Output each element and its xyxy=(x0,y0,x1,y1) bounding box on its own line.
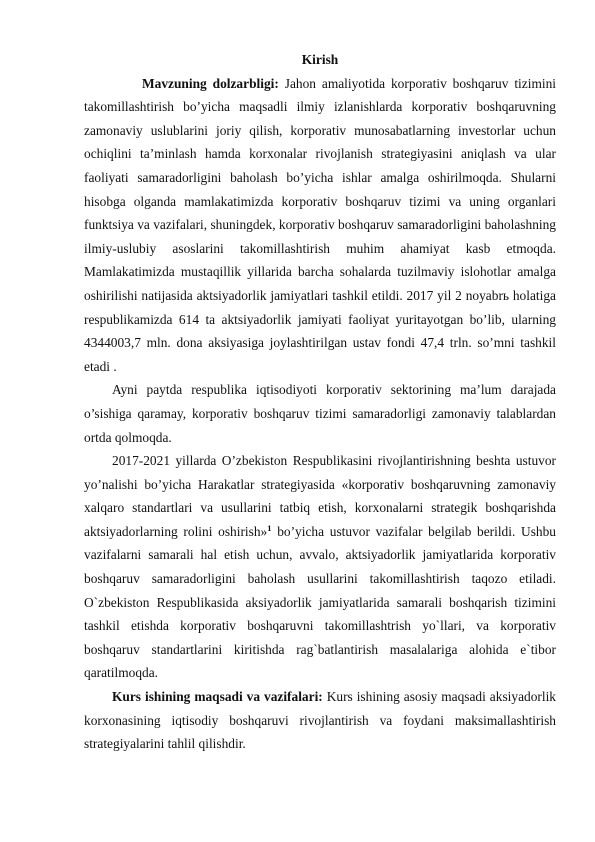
paragraph-relevance xyxy=(84,72,556,379)
relevance-lead: Mavzuning dolzarbligi: xyxy=(142,75,279,91)
section-heading: Kirish xyxy=(301,52,339,67)
paragraph-strategy xyxy=(84,449,556,685)
document-page xyxy=(84,48,556,756)
strategy-text-b: bo’yicha ustuvor vazifalar belgilab berildi. Ushbu vazifalarni samarali hal etish uchun, avvalo, aktsiyadorlik jamiyatlarida korporativ boshqaruv samaradorligini baholash usullarini takomillashtirish taqozo etiladi. O`zbekiston Respublikasida aksiyadorlik jamiyatlarida samarali boshqarish tizimini tashkil etishda korporativ boshqaruvni takomillashtrish yo`llari, va korporativ boshqaruv standartlarini kiritishda rag`batlantirish masalalariga alohida e`tibor qaratilmoqda. xyxy=(84,523,556,681)
goals-text: Kurs ishining asosiy maqsadi aksiyadorlik korxonasining iqtisodiy boshqaruvi rivojlantirish va foydani maksimallashtirish strategiyalarini tahlil qilishdir. xyxy=(84,689,556,752)
paragraph-current-state: Ayni paytda respublika iqtisodiyoti korporativ sektorining ma’lum darajada o’sishiga qaramay, korporativ boshqaruv tizimi samaradorligi zamonaviy talablardan ortda qolmoqda. xyxy=(84,382,556,445)
goals-lead: Kurs ishining maqsadi va vazifalari: xyxy=(112,689,323,705)
footnote-marker[interactable]: 1 xyxy=(267,522,272,533)
relevance-text: Jahon amaliyotida korporativ boshqaruv tizimini takomillashtirish bo’yicha maqsadli ilmiy izlanishlarda korporativ boshqaruvning zamonaviy uslublarini joriy qilish, korporativ munosabatlarning investorlar uchun ochiqlini ta’minlash hamda korxonalar rivojlanish strategiyasini aniqlash va ular faoliyati samaradorligini baholash bo’yicha ishlar amalga oshirilmoqda. Shularni hisobga olganda mamlakatimizda korporativ boshqaruv tizimi va uning organlari funktsiya va vazifalari, shuningdek, korporativ boshqaruv samaradorligini baholashning ilmiy-uslubiy asoslarini takomillashtirish muhim ahamiyat kasb etmoqda. Mamlakatimizda mustaqillik yillarida barcha sohalarda tuzilmaviy islohotlar amalga oshirilishi natijasida aktsiyadorlik jamiyatlari tashkil etildi. 2017 yil 2 noyabrь holatiga respublikamizda 614 ta aktsiyadorlik jamiyati faoliyat yuritayotgan bo’lib, ularning 4344003,7 mln. dona aksiyasiga joylashtirilgan ustav fondi 47,4 trln. so’mni tashkil etadi . xyxy=(84,75,556,374)
paragraph-goals xyxy=(84,685,556,756)
strategy-text-a: 2017-2021 yillarda O’zbekiston Respublikasini rivojlantirishning beshta ustuvor yo’nalishi bo’yicha Harakatlar strategiyasida «korporativ boshqaruvning zamonaviy xalqaro standartlari va usullarini tatbiq etish, korxonalarni strategik boshqarishda aktsiyadorlarning rolini oshirish» xyxy=(84,453,556,539)
